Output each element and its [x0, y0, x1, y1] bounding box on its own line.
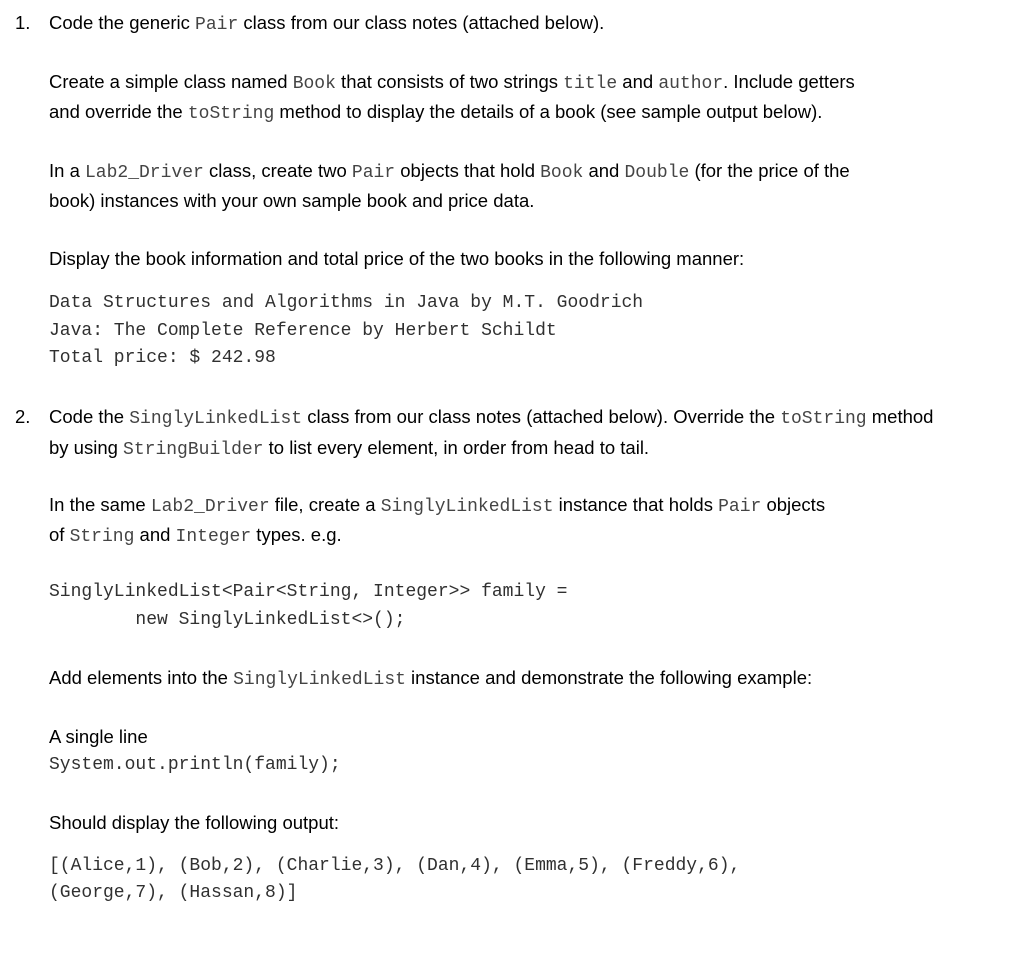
q1-paragraph-4: Display the book information and total price of the two books in the following manner: — [49, 248, 745, 269]
q2-paragraph-1-line-1: Code the SinglyLinkedList class from our class notes (attached below). Override the toString method — [49, 406, 934, 429]
q1-paragraph-2-line-1: Create a simple class named Book that consists of two strings title and author. Include getters — [49, 71, 855, 94]
q2-output-line-2: (George,7), (Hassan,8)] — [49, 883, 298, 903]
q1-output-line-1: Data Structures and Algorithms in Java by M.T. Goodrich — [49, 293, 644, 313]
q2-paragraph-1-line-2: by using StringBuilder to list every element, in order from head to tail. — [49, 437, 650, 460]
q2-paragraph-2-line-1: In the same Lab2_Driver file, create a SinglyLinkedList instance that holds Pair objects — [49, 494, 826, 517]
q2-code-line-1: SinglyLinkedList<Pair<String, Integer>> family = — [49, 582, 568, 602]
q2-paragraph-5: Should display the following output: — [49, 812, 340, 833]
q1-paragraph-3-line-1: In a Lab2_Driver class, create two Pair objects that hold Book and Double (for the price of the — [49, 160, 850, 183]
q2-code-println: System.out.println(family); — [49, 755, 341, 775]
q2-paragraph-2-line-2: of String and Integer types. e.g. — [49, 524, 342, 547]
q1-paragraph-3-line-2: book) instances with your own sample book and price data. — [49, 190, 535, 211]
q2-code-line-2: new SinglyLinkedList<>(); — [49, 610, 406, 630]
q1-paragraph-1: Code the generic Pair class from our class notes (attached below). — [49, 12, 605, 35]
q1-paragraph-2-line-2: and override the toString method to display the details of a book (see sample output below). — [49, 101, 823, 124]
q2-output-line-1: [(Alice,1), (Bob,2), (Charlie,3), (Dan,4), (Emma,5), (Freddy,6), — [49, 856, 741, 876]
q1-output-line-2: Java: The Complete Reference by Herbert Schildt — [49, 321, 557, 341]
q2-paragraph-4: A single line — [49, 726, 148, 747]
q1-output-line-3: Total price: $ 242.98 — [49, 348, 276, 368]
question-2-number: 2. — [15, 406, 31, 427]
question-1-number: 1. — [15, 12, 31, 33]
q2-paragraph-3: Add elements into the SinglyLinkedList instance and demonstrate the following example: — [49, 667, 813, 690]
